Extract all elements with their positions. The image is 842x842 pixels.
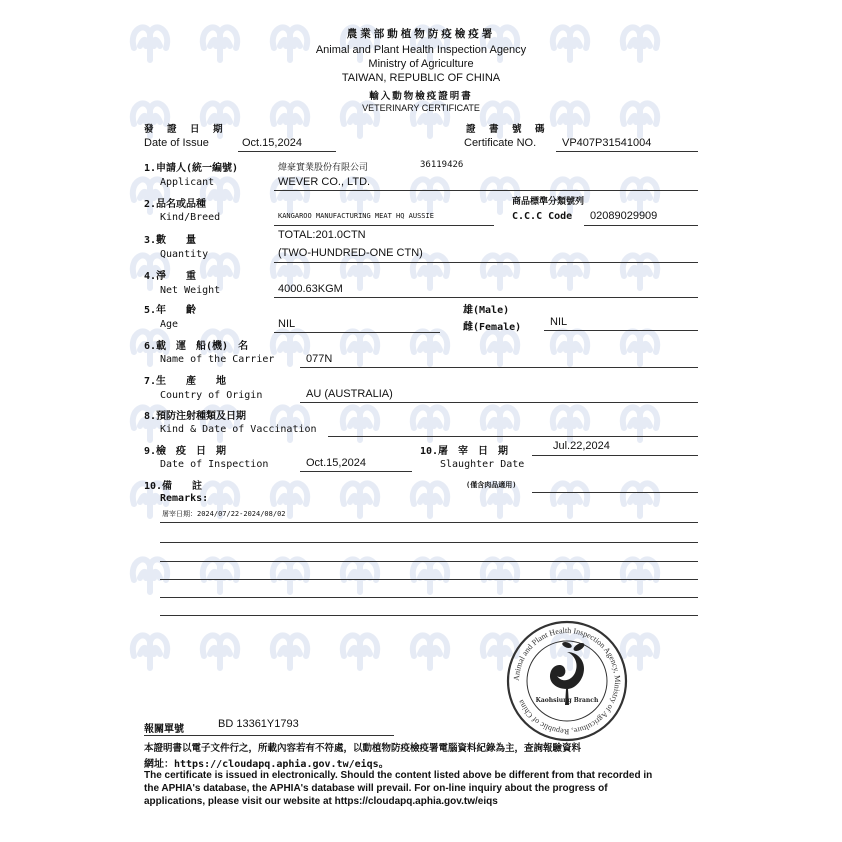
watermark-motif [623, 559, 657, 592]
age-value: NIL [278, 318, 296, 330]
slaughter-value: Jul.22,2024 [553, 440, 610, 452]
watermark-motif [413, 331, 447, 364]
remarks-line: 屠宰日期：2024/07/22-2024/08/02 [162, 510, 286, 518]
watermark-motif [483, 255, 517, 288]
date-of-issue-value: Oct.15,2024 [242, 137, 302, 149]
footer-english-notice-line1: The certificate is issued in electronically. Should the content listed above be different from that recorded in [144, 770, 653, 781]
quantity-chinese-label: 3.數 量 [144, 235, 197, 246]
date-of-issue-label: Date of Issue [144, 137, 209, 149]
seal-plant-emblem [550, 641, 586, 705]
carrier-chinese-label: 6.載 運 船(機) 名 [144, 341, 249, 352]
female-label: 雌(Female) [463, 322, 522, 333]
remarks-underline [160, 522, 698, 523]
watermark-motif [343, 635, 377, 668]
inspection-chinese-label: 9.檢 疫 日 期 [144, 446, 227, 457]
watermark-motif [483, 331, 517, 364]
watermark-motif [623, 103, 657, 136]
watermark-motif [343, 559, 377, 592]
remarks-underline [160, 615, 698, 616]
net-weight-chinese-label: 4.淨 重 [144, 271, 197, 282]
applicant-id-number: 36119426 [420, 160, 464, 170]
watermark-motif [623, 331, 657, 364]
seal-branch-name: Kaohsiung Branch [535, 697, 599, 704]
origin-chinese-label: 7.生 產 地 [144, 376, 227, 387]
vaccination-chinese-label: 8.預防注射種類及日期 [144, 411, 247, 422]
origin-value: AU (AUSTRALIA) [306, 388, 393, 400]
field-underline [556, 151, 698, 152]
watermark-motif [413, 559, 447, 592]
ministry-name: Ministry of Agriculture [368, 58, 474, 70]
certificate-number-chinese-label: 證 書 號 碼 [466, 124, 547, 135]
watermark-motif [203, 635, 237, 668]
watermark-motif [553, 255, 587, 288]
sex-value: NIL [550, 316, 568, 328]
kind-value: KANGAROO MANUFACTURING MEAT HQ AUSSIE [278, 212, 434, 220]
ccc-code-value: 02089029909 [590, 210, 658, 222]
net-weight-label: Net Weight [160, 285, 221, 296]
remarks-underline [160, 597, 698, 598]
applicant-chinese-label: 1.申請人(統一編號) [144, 163, 239, 174]
field-underline [584, 225, 698, 226]
footer-english-notice-line2: the APHIA's database, the APHIA's database will prevail. For on-line inquiry about the progress of [144, 783, 608, 794]
footer-english-notice-line3: applications, please visit our website at https://cloudapq.aphia.gov.tw/eiqs [144, 796, 498, 807]
field-underline [544, 330, 698, 331]
watermark-motif [413, 179, 447, 212]
certificate-title: VETERINARY CERTIFICATE [362, 103, 480, 113]
ccc-code-label: C.C.C Code [512, 211, 573, 222]
watermark-motif [343, 255, 377, 288]
field-underline [300, 471, 412, 472]
field-underline [274, 332, 440, 333]
agency-chinese-title: 農業部動植物防疫檢疫署 [346, 28, 496, 40]
official-seal-stamp [505, 619, 629, 743]
remarks-chinese-label: 10.備 註 [144, 481, 203, 492]
agency-english-title: Animal and Plant Health Inspection Agency [315, 44, 527, 56]
field-underline [274, 297, 698, 298]
ccc-code-chinese-label: 商品標準分類號列 [512, 197, 585, 207]
watermark-motif [133, 27, 167, 60]
vaccination-label: Kind & Date of Vaccination [160, 424, 317, 435]
watermark-motif [273, 635, 307, 668]
seal-ring-text: Animal and Plant Health Inspection Agency, Ministry of Agriculture, Republic of China [511, 625, 623, 737]
field-underline [238, 151, 336, 152]
field-underline [532, 455, 698, 456]
watermark-motif [623, 483, 657, 516]
net-weight-value: 4000.63KGM [278, 283, 343, 295]
quantity-value-words: (TWO-HUNDRED-ONE CTN) [278, 247, 423, 259]
certificate-number-label: Certificate NO. [464, 137, 537, 149]
watermark-motif [623, 255, 657, 288]
remarks-underline [160, 579, 698, 580]
remarks-underline [160, 542, 698, 543]
field-underline [274, 225, 494, 226]
male-label: 雄(Male) [463, 305, 510, 316]
footer-chinese-url: 網址：https://cloudapq.aphia.gov.tw/eiqs。 [144, 759, 389, 770]
watermark-motif [413, 635, 447, 668]
watermark-motif [343, 483, 377, 516]
applicant-value: WEVER CO., LTD. [278, 176, 371, 188]
slaughter-chinese-label: 10.屠 宰 日 期 [420, 446, 509, 457]
watermark-motif [413, 483, 447, 516]
customs-declaration-value: BD 13361Y1793 [218, 718, 299, 730]
carrier-label: Name of the Carrier [160, 354, 275, 365]
remarks-label: Remarks: [160, 493, 209, 504]
watermark-motif [273, 331, 307, 364]
watermark-motif [553, 559, 587, 592]
watermark-motif [623, 27, 657, 60]
field-underline [328, 436, 698, 437]
date-of-issue-chinese-label: 發 證 日 期 [144, 124, 225, 135]
watermark-motif [203, 255, 237, 288]
watermark-motif [553, 483, 587, 516]
certificate-chinese-title: 輸入動物檢疫證明書 [369, 91, 473, 102]
field-underline [532, 492, 698, 493]
field-underline [144, 735, 394, 736]
field-underline [300, 367, 698, 368]
origin-label: Country of Origin [160, 390, 263, 401]
kind-label: Kind/Breed [160, 212, 221, 223]
slaughter-note: (僅含肉品適用) [466, 481, 517, 489]
watermark-motif [623, 179, 657, 212]
field-underline [300, 402, 698, 403]
customs-declaration-chinese-label: 報關單號 [144, 724, 184, 735]
field-underline [274, 190, 698, 191]
watermark-motif [343, 331, 377, 364]
age-label: Age [160, 319, 179, 330]
watermark-motif [133, 559, 167, 592]
watermark-motif [273, 559, 307, 592]
inspection-value: Oct.15,2024 [306, 457, 366, 469]
applicant-chinese-name: 煒豪實業股份有限公司 [278, 163, 369, 173]
watermark-motif [553, 331, 587, 364]
certificate-number-value: VP407P31541004 [562, 137, 652, 149]
applicant-label: Applicant [160, 177, 215, 188]
country-name: TAIWAN, REPUBLIC OF CHINA [341, 72, 501, 84]
quantity-label: Quantity [160, 249, 209, 260]
watermark-motif [413, 255, 447, 288]
quantity-value-total: TOTAL:201.0CTN [278, 229, 366, 241]
carrier-value: 077N [306, 353, 333, 365]
field-underline [274, 262, 698, 263]
kind-chinese-label: 2.品名或品種 [144, 199, 207, 210]
inspection-label: Date of Inspection [160, 459, 269, 470]
footer-chinese-notice: 本證明書以電子文件行之，所載內容若有不符處，以動植物防疫檢疫署電腦資料紀錄為主，查詢報驗資料 [144, 743, 582, 754]
remarks-underline [160, 561, 698, 562]
age-chinese-label: 5.年 齡 [144, 305, 197, 316]
slaughter-label: Slaughter Date [440, 459, 525, 470]
watermark-motif [133, 635, 167, 668]
watermark-motif [483, 559, 517, 592]
watermark-motif [203, 559, 237, 592]
